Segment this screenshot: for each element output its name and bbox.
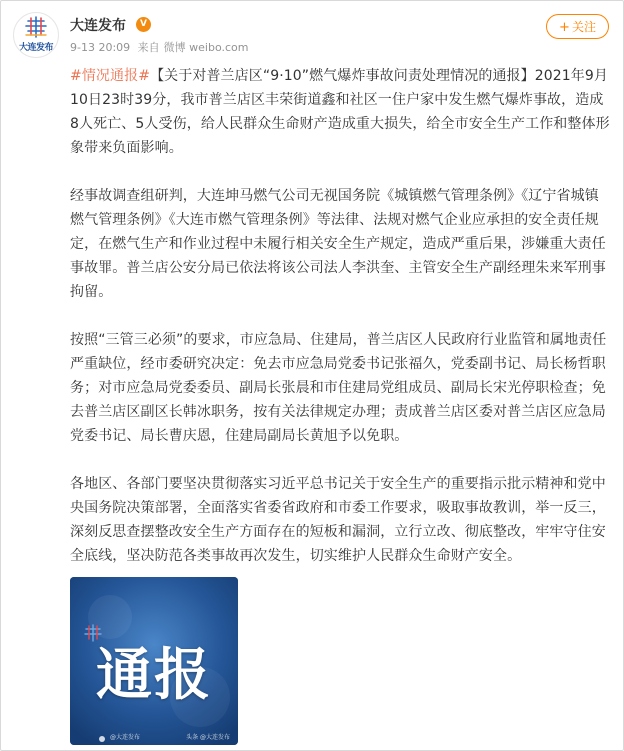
source-prefix: 来自 [137,41,160,54]
paragraph-1 [70,64,611,160]
follow-label: 关注 [571,20,596,34]
image-watermark-right: 头条 @大连发布 [186,734,230,741]
plus-icon: + [559,20,570,35]
paragraph-4: 各地区、各部门要坚决贯彻落实习近平总书记关于安全生产的重要指示批示精神和党中央国务院决策部署，全面落实省委省政府和市委工作要求，吸取事故教训，举一反三，深刻反思查摆整改安全生产方面存在的短板和漏洞，立行立改、彻底整改，牢牢守住安全底线，坚决防范各类事故再次发生，切实维护人民群众生命财产安全。 [70,476,606,564]
post-source[interactable]: 微博 weibo.com [163,41,249,54]
post-meta [70,39,253,55]
post-content [70,64,611,592]
hashtag-link[interactable]: #情况通报# [70,68,151,84]
paragraph-2: 经事故调查组研判，大连坤马燃气公司无视国务院《城镇燃气管理条例》《辽宁省城镇燃气管理条例》《大连市燃气管理条例》等法律、法规对燃气企业应承担的安全责任规定，在燃气生产和作业过程中未履行相关安全生产规定，造成严重后果，涉嫌重大责任事故罪。普兰店公安分局已依法将该公司法人李洪奎、主管安全生产副经理朱来军刑事拘留。 [70,188,606,300]
verified-badge-icon: V [136,17,151,32]
weibo-logo-icon [99,736,105,742]
post-image[interactable] [70,577,238,745]
paragraph-3: 按照“三管三必须”的要求，市应急局、住建局，普兰店区人民政府行业监管和属地责任严重缺位，经市委研究决定：免去市应急局党委书记张福久，党委副书记、局长杨哲职务；对市应急局党委委员、副局长张晨和市住建局党组成员、副局长宋光停职检查；免去普兰店区副区长韩冰职务，按有关法律规定办理；责成普兰店区委对普兰店区应急局党委书记、局长曹庆恩，住建局副局长黄旭予以免职。 [70,332,607,444]
follow-button[interactable] [546,14,609,39]
paragraph-text: 【关于对普兰店区“9·10”燃气爆炸事故问责处理情况的通报】2021年9月10日23时39分，我市普兰店区丰荣街道鑫和社区一住户家中发生燃气爆炸事故，造成8人死亡、5人受伤，给人民群众生命财产造成重大损失，给全市安全生产工作和整体形象带来负面影响。 [70,68,610,156]
avatar-label: 大连发布 [18,43,53,53]
image-title: 通报 [96,643,212,708]
author-name[interactable]: 大连发布 [70,18,126,34]
image-watermark-left: @大连发布 [110,734,141,741]
avatar[interactable] [13,12,59,58]
post-time[interactable]: 9-13 20:09 [70,41,131,54]
